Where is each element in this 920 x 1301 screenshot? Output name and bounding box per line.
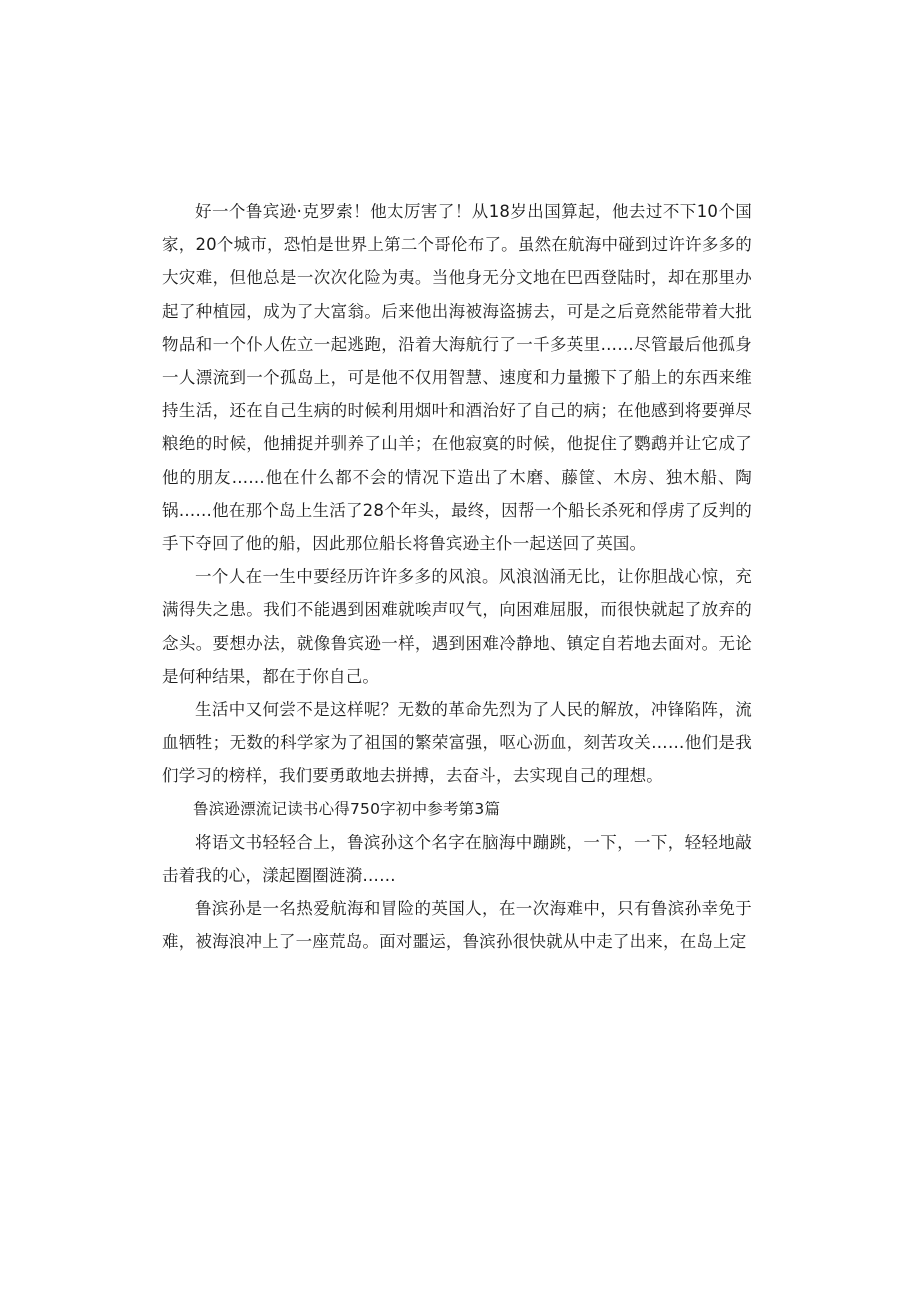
paragraph-life-storms: 一个人在一生中要经历许许多多的风浪。风浪汹涌无比，让你胆战心惊，充满得失之患。我们不能遇到困难就唉声叹气，向困难屈服，而很快就起了放弃的念头。要想办法，就像鲁宾逊一样，遇到困难冷静地、镇定自若地去面对。无论是何种结果，都在于你自己。 — [162, 567, 752, 686]
paragraph-robinson-summary: 好一个鲁宾逊·克罗索！他太厉害了！从18岁出国算起，他去过不下10个国家，20个城市，恐怕是世界上第二个哥伦布了。虽然在航海中碰到过许许多多的大灾难，但他总是一次次化险为夷。当他身无分文地在巴西登陆时，却在那里办起了种植园，成为了大富翁。后来他出海被海盗掳去，可是之后竟然能带着大批物品和一个仆人佐立一起逃跑，沿着大海航行了一千多英里……尽管最后他孤身一人漂流到一个孤岛上，可是他不仅用智慧、速度和力量搬下了船上的东西来维持生活，还在自己生病的时候利用烟叶和酒治好了自己的病；在他感到将要弹尽粮绝的时候，他捕捉并驯养了山羊；在他寂寞的时候，他捉住了鹦鹉并让它成了他的朋友……他在什么都不会的情况下造出了木磨、藤筐、木房、独木船、陶锅……他在那个岛上生活了28个年头，最终，因帮一个船长杀死和俘虏了反判的手下夺回了他的船，因此那位船长将鲁宾逊主仆一起送回了英国。 — [162, 202, 752, 554]
paragraph-robinson-intro: 鲁滨孙是一名热爱航海和冒险的英国人，在一次海难中，只有鲁滨孙幸免于难，被海浪冲上了一座荒岛。面对噩运，鲁滨孙很快就从中走了出来，在岛上定 — [162, 899, 752, 952]
section-heading: 鲁滨逊漂流记读书心得750字初中参考第3篇 — [193, 799, 501, 818]
paragraph-role-models: 生活中又何尝不是这样呢？无数的革命先烈为了人民的解放，冲锋陷阵，流血牺牲；无数的科学家为了祖国的繁荣富强，呕心沥血，刻苦攻关……他们是我们学习的榜样，我们要勇敢地去拼搏，去奋斗，去实现自己的理想。 — [162, 700, 752, 786]
document-body — [162, 195, 752, 959]
paragraph-closing-book: 将语文书轻轻合上，鲁滨孙这个名字在脑海中蹦跳，一下，一下，轻轻地敲击着我的心，漾起圈圈涟漪…… — [162, 832, 752, 886]
